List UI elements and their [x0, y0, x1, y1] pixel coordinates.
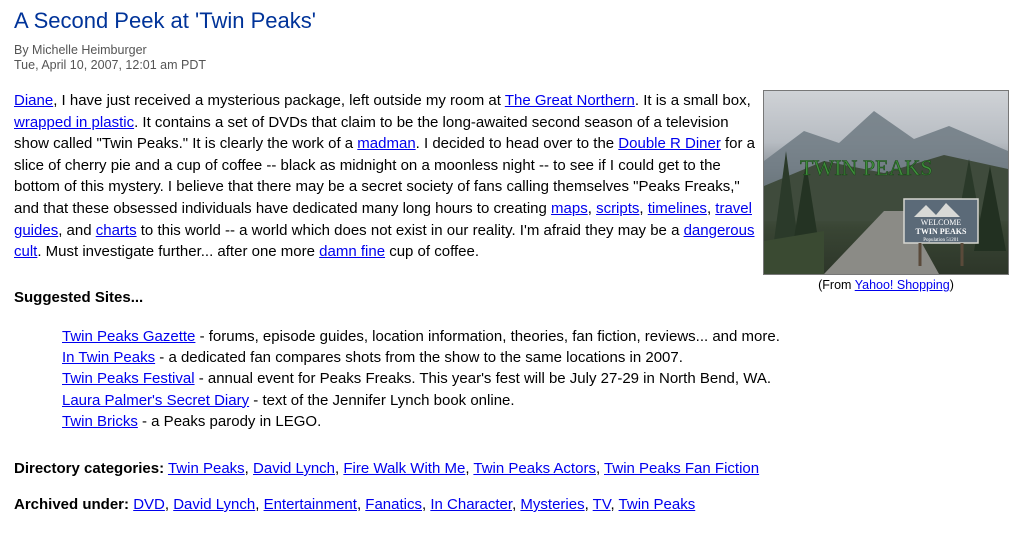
body-text-segment: , I have just received a mysterious package, left outside my room at: [53, 92, 505, 109]
archived-link-dvd[interactable]: DVD: [133, 496, 165, 513]
archived-link-twin-peaks[interactable]: Twin Peaks: [618, 496, 696, 513]
site-description: - annual event for Peaks Freaks. This year's fest will be July 27-29 in North Bend, WA.: [194, 370, 771, 388]
sign-text-name: TWIN PEAKS: [915, 227, 967, 236]
body-text-segment: , and: [58, 221, 96, 239]
link-timelines[interactable]: timelines: [647, 199, 707, 217]
archived-link-david-lynch[interactable]: David Lynch: [173, 496, 256, 513]
link-the-great-northern[interactable]: The Great Northern: [504, 92, 635, 109]
list-item: [62, 368, 780, 389]
site-link-twin-peaks-festival[interactable]: Twin Peaks Festival: [62, 370, 195, 388]
site-description: - text of the Jennifer Lynch book online.: [249, 391, 515, 409]
list-item: [62, 411, 780, 432]
link-damn-fine[interactable]: damn fine: [319, 243, 386, 261]
archived-link-in-character[interactable]: In Character: [430, 496, 513, 513]
twin-peaks-photo: [763, 90, 1009, 275]
body-text-segment: ,: [706, 199, 716, 217]
directory-link-fire-walk-with-me[interactable]: Fire Walk With Me: [343, 460, 466, 477]
suggested-sites-heading: Suggested Sites...: [14, 289, 144, 306]
site-link-laura-palmer-s-secret-diary[interactable]: Laura Palmer's Secret Diary: [62, 391, 250, 409]
list-item: [62, 390, 780, 411]
site-link-twin-bricks[interactable]: Twin Bricks: [62, 412, 138, 430]
body-text-segment: . It contains a set of DVDs that claim to be the long-awaited second season of a television show called "Twin Peaks." It is clearly the work of a: [14, 113, 729, 153]
author: By Michelle Heimburger: [14, 43, 147, 57]
publish-date: Tue, April 10, 2007, 12:01 am PDT: [14, 58, 207, 72]
archived-label: Archived under:: [14, 496, 130, 513]
list-item: [62, 347, 780, 368]
body-text-segment: . It is a small box,: [634, 92, 751, 109]
photo-scene-image: [764, 91, 1008, 274]
body-text-segment: . I decided to head over to the: [415, 135, 619, 153]
yahoo-shopping-link[interactable]: Yahoo! Shopping: [854, 278, 950, 292]
link-diane[interactable]: Diane: [14, 92, 54, 109]
body-text-segment: . Must investigate further... after one more: [37, 243, 320, 261]
archived-link-mysteries[interactable]: Mysteries: [520, 496, 585, 513]
link-travel-guides[interactable]: travel guides: [14, 199, 752, 239]
link-maps[interactable]: maps: [551, 199, 588, 217]
body-text-segment: ,: [639, 199, 648, 217]
caption-suffix: ): [949, 278, 954, 292]
archived-link-fanatics[interactable]: Fanatics: [365, 496, 422, 513]
page-title: A Second Peek at 'Twin Peaks': [14, 8, 316, 33]
photo-title-text: TWIN PEAKS: [800, 155, 933, 180]
link-charts[interactable]: charts: [95, 221, 137, 239]
figure-caption: [763, 278, 1009, 292]
site-description: - a dedicated fan compares shots from the show to the same locations in 2007.: [155, 349, 683, 367]
body-text-segment: ,: [587, 199, 597, 217]
link-wrapped-in-plastic[interactable]: wrapped in plastic: [14, 113, 135, 131]
site-link-twin-peaks-gazette[interactable]: Twin Peaks Gazette: [62, 328, 196, 345]
body-text-segment: for a slice of cherry pie and a cup of coffee -- black as midnight on a moonless night -- to see if I could get to the bottom of this mystery. I believe that there may be a secret society of fans calling themselves "Peaks Freaks," and that these obsessed individuals have dedicated many long hours to creating: [14, 135, 756, 217]
caption-prefix: (From: [818, 278, 855, 292]
article-body: [14, 90, 759, 263]
link-dangerous-cult[interactable]: dangerous cult: [14, 221, 755, 261]
directory-link-twin-peaks[interactable]: Twin Peaks: [167, 460, 245, 477]
archived-link-entertainment[interactable]: Entertainment: [263, 496, 357, 513]
site-description: - forums, episode guides, location information, theories, fan fiction, reviews... and more.: [195, 328, 780, 345]
link-scripts[interactable]: scripts: [596, 199, 640, 217]
directory-link-david-lynch[interactable]: David Lynch: [253, 460, 336, 477]
suggested-sites-list: [62, 326, 780, 432]
body-text-segment: to this world -- a world which does not exist in our reality. I'm afraid they may be a: [136, 221, 684, 239]
archived-link-tv[interactable]: TV: [592, 496, 611, 513]
sign-text-population: Population 51201: [923, 238, 959, 243]
body-text-segment: cup of coffee.: [385, 243, 479, 261]
list-item: [62, 326, 780, 347]
directory-link-twin-peaks-fan-fiction[interactable]: Twin Peaks Fan Fiction: [604, 460, 760, 477]
figure: [763, 90, 1009, 292]
directory-label: Directory categories:: [14, 460, 165, 477]
link-double-r-diner[interactable]: Double R Diner: [618, 135, 721, 153]
directory-link-twin-peaks-actors[interactable]: Twin Peaks Actors: [473, 460, 596, 477]
byline: [14, 43, 206, 73]
link-madman[interactable]: madman: [357, 135, 416, 153]
archived-under: Archived under: DVD, David Lynch, Entertainment, Fanatics, In Character, Mysteries, TV, Twin Peaks: [14, 496, 696, 513]
directory-categories: Directory categories: Twin Peaks, David Lynch, Fire Walk With Me, Twin Peaks Actors, Twin Peaks Fan Fiction: [14, 460, 760, 477]
site-link-in-twin-peaks[interactable]: In Twin Peaks: [62, 349, 156, 367]
sign-text-welcome: WELCOME: [920, 218, 962, 227]
site-description: - a Peaks parody in LEGO.: [137, 412, 322, 430]
